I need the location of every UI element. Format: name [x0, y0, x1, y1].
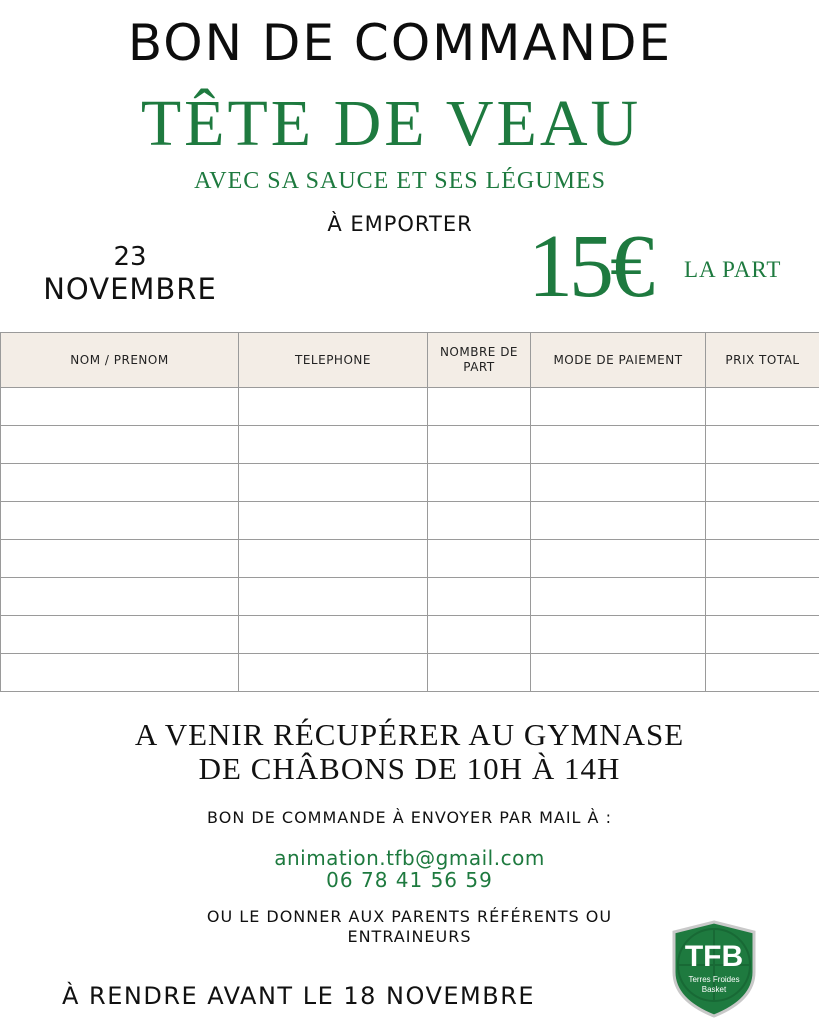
- column-header-phone: TELEPHONE: [239, 333, 428, 388]
- cell-phone[interactable]: [239, 388, 428, 426]
- cell-total[interactable]: [706, 426, 819, 464]
- cell-total[interactable]: [706, 388, 819, 426]
- table-row: [1, 426, 819, 464]
- table-row: [1, 654, 819, 692]
- cell-quantity[interactable]: [428, 426, 531, 464]
- cell-name[interactable]: [1, 540, 239, 578]
- cell-name[interactable]: [1, 426, 239, 464]
- cell-payment[interactable]: [531, 502, 706, 540]
- table-row: [1, 540, 819, 578]
- logo-initials: TFB: [684, 940, 744, 973]
- cell-quantity[interactable]: [428, 540, 531, 578]
- cell-phone[interactable]: [239, 540, 428, 578]
- cell-total[interactable]: [706, 464, 819, 502]
- cell-total[interactable]: [706, 540, 819, 578]
- column-header-name: NOM / PRENOM: [1, 333, 239, 388]
- cell-total[interactable]: [706, 654, 819, 692]
- cell-total[interactable]: [706, 578, 819, 616]
- cell-name[interactable]: [1, 502, 239, 540]
- alternative-instruction-line1: OU LE DONNER AUX PARENTS RÉFÉRENTS OU: [206, 907, 613, 926]
- cell-quantity[interactable]: [428, 578, 531, 616]
- table-row: [1, 616, 819, 654]
- event-date-day: 23: [113, 242, 147, 272]
- cell-phone[interactable]: [239, 654, 428, 692]
- cell-name[interactable]: [1, 464, 239, 502]
- event-date-month: NOVEMBRE: [43, 272, 217, 306]
- contact-email[interactable]: animation.tfb@gmail.com: [274, 846, 545, 870]
- send-instruction: BON DE COMMANDE À ENVOYER PAR MAIL À :: [207, 808, 612, 827]
- price-unit: LA PART: [684, 257, 782, 282]
- cell-quantity[interactable]: [428, 464, 531, 502]
- pickup-info-line1: A VENIR RÉCUPÉRER AU GYMNASE: [134, 717, 685, 752]
- cell-name[interactable]: [1, 654, 239, 692]
- cell-payment[interactable]: [531, 616, 706, 654]
- table-row: [1, 388, 819, 426]
- contact-phone: 06 78 41 56 59: [326, 868, 493, 892]
- table-header-row: [1, 333, 819, 388]
- cell-quantity[interactable]: [428, 388, 531, 426]
- table-row: [1, 578, 819, 616]
- order-table: [0, 332, 819, 692]
- cell-quantity[interactable]: [428, 616, 531, 654]
- column-header-quantity: NOMBRE DE PART: [428, 333, 531, 388]
- cell-total[interactable]: [706, 616, 819, 654]
- table-row: [1, 502, 819, 540]
- logo-line2: Basket: [701, 985, 727, 994]
- club-logo-icon: [668, 920, 760, 1018]
- cell-name[interactable]: [1, 388, 239, 426]
- cell-payment[interactable]: [531, 464, 706, 502]
- deadline: À RENDRE AVANT LE 18 NOVEMBRE: [62, 982, 536, 1010]
- cell-payment[interactable]: [531, 578, 706, 616]
- dish-name: TÊTE DE VEAU: [140, 87, 642, 160]
- cell-phone[interactable]: [239, 616, 428, 654]
- cell-name[interactable]: [1, 616, 239, 654]
- cell-payment[interactable]: [531, 426, 706, 464]
- table-row: [1, 464, 819, 502]
- pickup-info-line2: DE CHÂBONS DE 10H À 14H: [198, 751, 621, 786]
- cell-phone[interactable]: [239, 426, 428, 464]
- takeaway-label: À EMPORTER: [327, 212, 473, 236]
- cell-total[interactable]: [706, 502, 819, 540]
- cell-payment[interactable]: [531, 654, 706, 692]
- cell-phone[interactable]: [239, 578, 428, 616]
- cell-phone[interactable]: [239, 502, 428, 540]
- cell-payment[interactable]: [531, 388, 706, 426]
- cell-payment[interactable]: [531, 540, 706, 578]
- page-title: BON DE COMMANDE: [127, 14, 673, 72]
- cell-phone[interactable]: [239, 464, 428, 502]
- alternative-instruction-line2: ENTRAINEURS: [347, 927, 472, 946]
- dish-subtitle: AVEC SA SAUCE ET SES LÉGUMES: [194, 168, 606, 194]
- price: 15€: [528, 217, 651, 316]
- cell-quantity[interactable]: [428, 654, 531, 692]
- column-header-total: PRIX TOTAL: [706, 333, 819, 388]
- column-header-payment: MODE DE PAIEMENT: [531, 333, 706, 388]
- cell-name[interactable]: [1, 578, 239, 616]
- cell-quantity[interactable]: [428, 502, 531, 540]
- logo-line1: Terres Froides: [688, 975, 740, 984]
